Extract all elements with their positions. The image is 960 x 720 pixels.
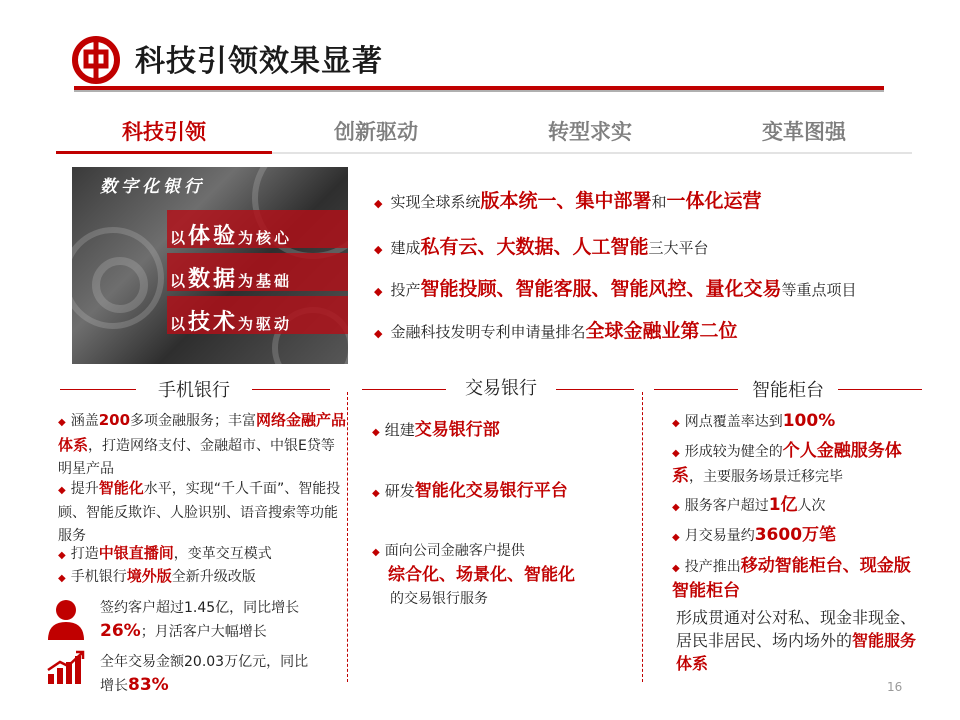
banner-line-experience: 以体验为核心 bbox=[170, 224, 293, 249]
tab-tech-lead[interactable]: 科技引领 bbox=[122, 120, 206, 144]
diamond-bullet-icon: ◆ bbox=[672, 532, 680, 543]
diamond-bullet-icon: ◆ bbox=[672, 563, 680, 574]
diamond-bullet-icon: ◆ bbox=[372, 488, 380, 499]
section-title-counter: 智能柜台 bbox=[752, 380, 824, 401]
page-title: 科技引领效果显著 bbox=[135, 44, 383, 79]
diamond-bullet-icon: ◆ bbox=[374, 327, 383, 340]
diamond-bullet-icon: ◆ bbox=[672, 502, 680, 513]
mobile-stat-volume: 全年交易金额20.03万亿元，同比增长83% bbox=[100, 654, 309, 695]
column-divider bbox=[642, 392, 643, 682]
section-rule bbox=[60, 389, 136, 390]
counter-bullet-system: ◆ 形成较为健全的个人金融服务体系，主要服务场景迁移完毕 bbox=[672, 441, 902, 486]
banner-caption: 数字化银行 bbox=[100, 177, 205, 197]
user-icon bbox=[46, 598, 86, 640]
diamond-bullet-icon: ◆ bbox=[672, 418, 680, 429]
counter-bullet-launch: ◆ 投产推出移动智能柜台、现金版智能柜台 bbox=[672, 556, 911, 601]
section-rule bbox=[362, 389, 446, 390]
diamond-bullet-icon: ◆ bbox=[372, 547, 380, 558]
transaction-bullet-services: ◆ 面向公司金融客户提供 综合化、场景化、智能化 的交易银行服务 bbox=[372, 543, 575, 607]
mobile-stat-customers: 签约客户超过1.45亿，同比增长26%；月活客户大幅增长 bbox=[100, 600, 300, 641]
tab-transformation[interactable]: 转型求实 bbox=[548, 120, 632, 144]
transaction-bullet-platform: ◆ 研发智能化交易银行平台 bbox=[372, 481, 568, 501]
banner-line-data: 以数据为基础 bbox=[170, 267, 293, 292]
mobile-bullet-live: ◆ 打造中银直播间，变革交互模式 bbox=[58, 544, 272, 562]
top-bullet-global-system: ◆ 实现全球系统版本统一、集中部署和一体化运营 bbox=[374, 190, 762, 212]
top-bullet-projects: ◆ 投产智能投顾、智能客服、智能风控、量化交易等重点项目 bbox=[374, 278, 857, 300]
top-bullet-patents: ◆ 金融科技发明专利申请量排名全球金融业第二位 bbox=[374, 320, 738, 342]
mobile-bullet-overseas: ◆ 手机银行境外版全新升级改版 bbox=[58, 567, 256, 585]
section-title-mobile: 手机银行 bbox=[158, 380, 230, 401]
tab-innovation[interactable]: 创新驱动 bbox=[334, 120, 418, 144]
transaction-bullet-dept: ◆ 组建交易银行部 bbox=[372, 420, 500, 440]
mobile-bullet-intelligence: ◆ 提升智能化水平，实现“千人千面”、智能投顾、智能反欺诈、人脸识别、语音搜索等功能服务 bbox=[58, 479, 341, 544]
counter-bullet-coverage: ◆ 网点覆盖率达到100% bbox=[672, 411, 836, 431]
diamond-bullet-icon: ◆ bbox=[374, 285, 383, 298]
counter-bullet-volume: ◆ 月交易量约3600万笔 bbox=[672, 525, 837, 545]
header-divider-gray bbox=[74, 90, 884, 92]
diamond-bullet-icon: ◆ bbox=[58, 550, 66, 561]
mobile-bullet-services: ◆ 涵盖200多项金融服务；丰富网络金融产品体系，打造网络支付、金融超市、中银E贷等明星产品 bbox=[58, 411, 347, 477]
banner-line-tech: 以技术为驱动 bbox=[170, 310, 293, 335]
diamond-bullet-icon: ◆ bbox=[672, 448, 680, 459]
top-bullet-platforms: ◆ 建成私有云、大数据、人工智能三大平台 bbox=[374, 236, 709, 258]
diamond-bullet-icon: ◆ bbox=[374, 243, 383, 256]
diamond-bullet-icon: ◆ bbox=[58, 573, 66, 584]
diamond-bullet-icon: ◆ bbox=[58, 485, 66, 496]
tab-reform[interactable]: 变革图强 bbox=[762, 120, 846, 144]
section-title-transaction: 交易银行 bbox=[465, 378, 537, 399]
section-rule bbox=[654, 389, 738, 390]
tab-active-indicator bbox=[56, 151, 272, 154]
section-rule bbox=[252, 389, 330, 390]
diamond-bullet-icon: ◆ bbox=[58, 417, 66, 428]
section-rule bbox=[838, 389, 922, 390]
bank-logo-icon bbox=[72, 36, 120, 84]
page-number: 16 bbox=[887, 680, 903, 694]
section-rule bbox=[556, 389, 634, 390]
counter-summary: 形成贯通对公对私、现金非现金、居民非居民、场内场外的智能服务体系 bbox=[676, 608, 917, 673]
counter-bullet-customers: ◆ 服务客户超过1亿人次 bbox=[672, 495, 826, 515]
diamond-bullet-icon: ◆ bbox=[374, 197, 383, 210]
diamond-bullet-icon: ◆ bbox=[372, 427, 380, 438]
growth-chart-icon bbox=[46, 650, 86, 686]
